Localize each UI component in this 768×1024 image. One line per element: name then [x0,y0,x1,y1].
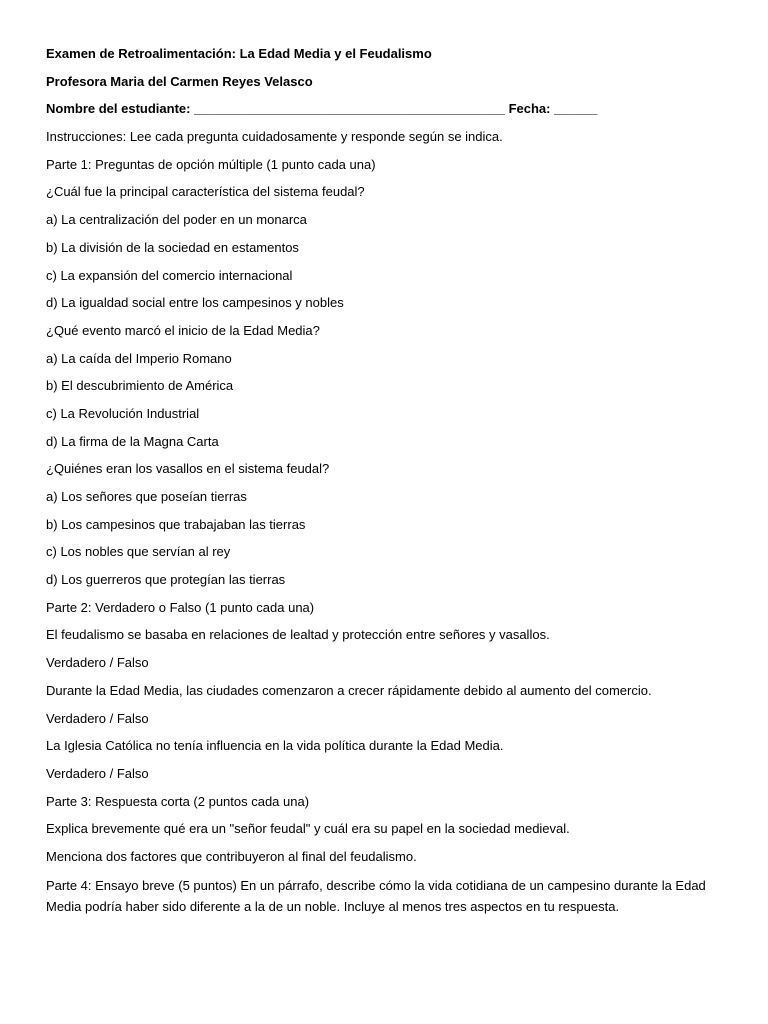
question-1-option-d: d) La igualdad social entre los campesinos y nobles [46,295,344,311]
question-2-option-b: b) El descubrimiento de América [46,378,234,394]
teacher-name: Profesora Maria del Carmen Reyes Velasco [46,73,313,89]
part1-heading: Parte 1: Preguntas de opción múltiple (1 punto cada una) [46,156,376,172]
part2-heading: Parte 2: Verdadero o Falso (1 punto cada una) [46,599,315,615]
question-1-option-b: b) La división de la sociedad en estamentos [46,239,299,255]
question-2-option-d: d) La firma de la Magna Carta [46,433,219,449]
question-3-option-d: d) Los guerreros que protegían las tierras [46,572,286,588]
short-answer-2: Menciona dos factores que contribuyeron al final del feudalismo. [46,848,417,864]
question-2: ¿Qué evento marcó el inicio de la Edad Media? [46,322,320,338]
question-1-option-c: c) La expansión del comercio internacional [46,267,293,283]
statement-2-answer: Verdadero / Falso [46,710,149,726]
question-1: ¿Cuál fue la principal característica del sistema feudal? [46,184,365,200]
question-2-option-a: a) La caída del Imperio Romano [46,350,232,366]
question-2-option-c: c) La Revolución Industrial [46,405,200,421]
question-3-option-c: c) Los nobles que servían al rey [46,544,231,560]
question-3: ¿Quiénes eran los vasallos en el sistema feudal? [46,461,330,477]
exam-title: Examen de Retroalimentación: La Edad Media y el Feudalismo [46,46,432,61]
student-name-date-line: Nombre del estudiante: ___________________________________________ Fecha: ______ [46,101,598,117]
question-1-option-a: a) La centralización del poder en un monarca [46,212,307,228]
question-3-option-a: a) Los señores que poseían tierras [46,489,247,504]
statement-3: La Iglesia Católica no tenía influencia en la vida política durante la Edad Media. [46,738,504,754]
part4-essay: Parte 4: Ensayo breve (5 puntos) En un párrafo, describe cómo la vida cotidiana de un campesino durante la Edad Media podría haber sido diferente a la de un noble. Incluye al menos tres aspectos en tu respuesta. [46,877,710,914]
statement-3-answer: Verdadero / Falso [46,765,149,781]
part3-heading: Parte 3: Respuesta corta (2 puntos cada una) [46,793,310,809]
statement-1-answer: Verdadero / Falso [46,655,149,671]
question-3-option-b: b) Los campesinos que trabajaban las tierras [46,516,306,532]
statement-2: Durante la Edad Media, las ciudades comenzaron a crecer rápidamente debido al aumento del comercio. [46,682,652,698]
short-answer-1: Explica brevemente qué era un "señor feudal" y cuál era su papel en la sociedad medieval. [46,821,570,837]
statement-1: El feudalismo se basaba en relaciones de lealtad y protección entre señores y vasallos. [46,627,550,643]
instructions: Instrucciones: Lee cada pregunta cuidadosamente y responde según se indica. [46,129,503,145]
